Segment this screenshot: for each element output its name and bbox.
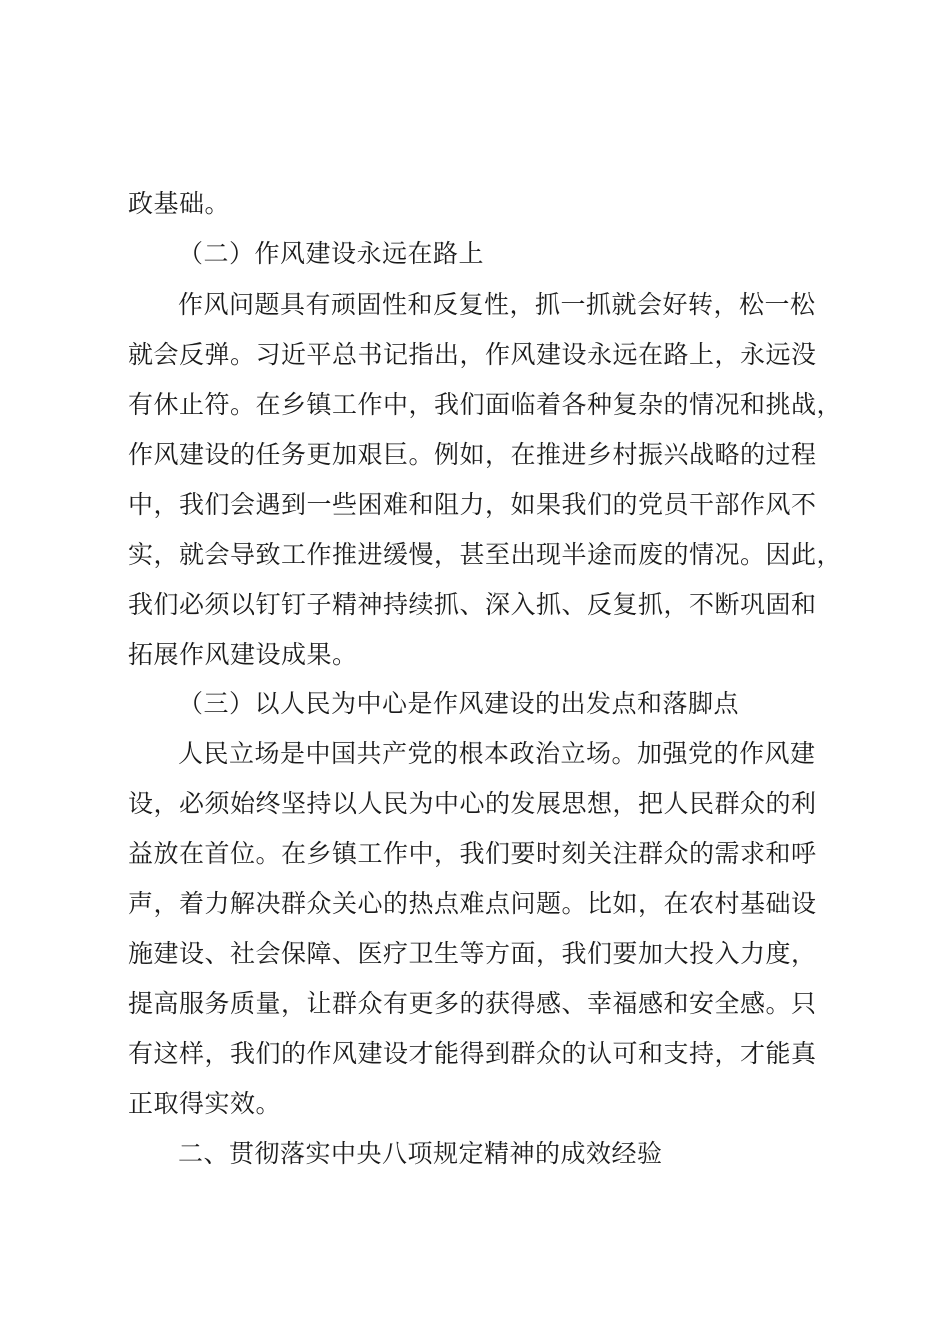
paragraph-line: 人民立场是中国共产党的根本政治立场。加强党的作风建: [178, 739, 816, 768]
paragraph-line: 我们必须以钉钉子精神持续抓、深入抓、反复抓，不断巩固和: [128, 590, 817, 619]
paragraph-line: 施建设、社会保障、医疗卫生等方面，我们要加大投入力度，: [128, 939, 817, 968]
paragraph-line: 有休止符。在乡镇工作中，我们面临着各种复杂的情况和挑战，: [128, 390, 843, 419]
paragraph-line: 就会反弹。习近平总书记指出，作风建设永远在路上，永远没: [128, 340, 817, 369]
paragraph-line: 实，就会导致工作推进缓慢，甚至出现半途而废的情况。因此，: [128, 540, 843, 569]
paragraph-line: 益放在首位。在乡镇工作中，我们要时刻关注群众的需求和呼: [128, 839, 817, 868]
paragraph-line: 中，我们会遇到一些困难和阻力，如果我们的党员干部作风不: [128, 490, 817, 519]
paragraph-line: 作风问题具有顽固性和反复性，抓一抓就会好转，松一松: [178, 290, 816, 319]
paragraph-line: 政基础。: [128, 189, 231, 218]
section-heading-2: （二）作风建设永远在路上: [178, 239, 485, 268]
paragraph-line: 正取得实效。: [128, 1089, 282, 1118]
paragraph-line: 作风建设的任务更加艰巨。例如，在推进乡村振兴战略的过程: [128, 440, 817, 469]
paragraph-line: 提高服务质量，让群众有更多的获得感、幸福感和安全感。只: [128, 989, 817, 1018]
paragraph-line: 有这样，我们的作风建设才能得到群众的认可和支持，才能真: [128, 1039, 817, 1068]
paragraph-line: 声，着力解决群众关心的热点难点问题。比如，在农村基础设: [128, 889, 817, 918]
chapter-heading: 二、贯彻落实中央八项规定精神的成效经验: [178, 1139, 663, 1168]
section-heading-3: （三）以人民为中心是作风建设的出发点和落脚点: [178, 689, 740, 718]
paragraph-line: 拓展作风建设成果。: [128, 640, 358, 669]
paragraph-line: 设，必须始终坚持以人民为中心的发展思想，把人民群众的利: [128, 789, 817, 818]
